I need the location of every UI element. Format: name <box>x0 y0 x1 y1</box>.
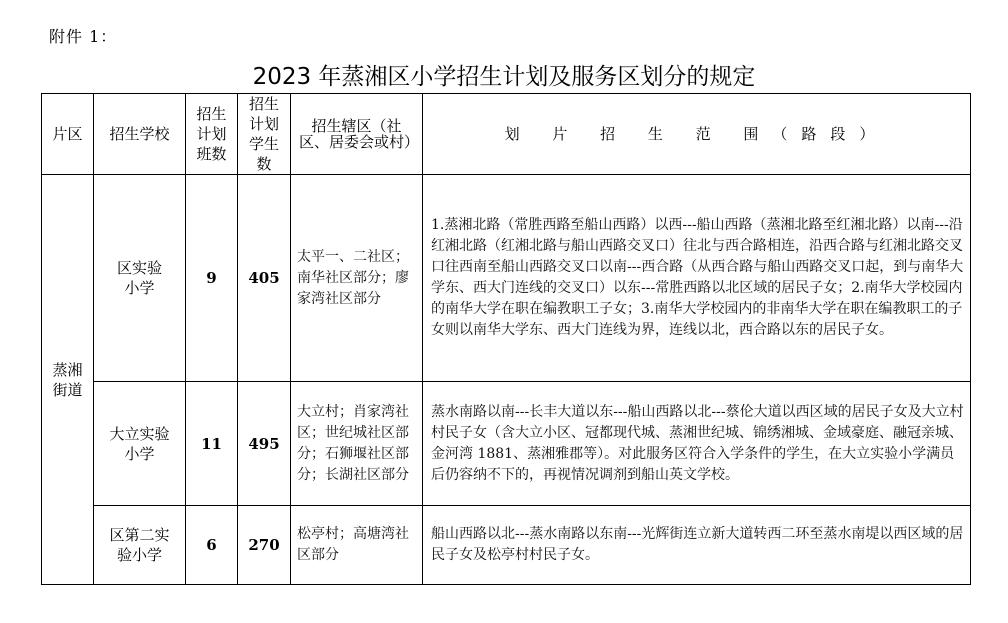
header-students-label: 招生计划学生数 <box>248 95 279 173</box>
document-title: 2023 年蒸湘区小学招生计划及服务区划分的规定 <box>252 64 756 90</box>
school-name: 区第二实验小学 <box>94 506 186 585</box>
header-area: 招生辖区（社区、居委会或村） <box>291 94 423 175</box>
table-header-row <box>42 94 971 175</box>
school-name: 大立实验小学 <box>94 382 186 506</box>
enrollment-plan-table <box>41 93 971 585</box>
range-cell: 蒸水南路以南---长丰大道以东---船山西路以北---蔡伦大道以西区域的居民子女及大立村村民子女（含大立小区、冠都现代城、蒸湘世纪城、锦绣湘城、金域豪庭、融冠亲城、金河湾 1881、蒸湘雅郡等）。对此服务区符合入学条件的学生，在大立实验小学满员后仍容纳不下的，再视情况调剂到船山英文学校。 <box>423 382 971 506</box>
header-classes-label: 招生计划班数 <box>196 105 227 163</box>
attachment-label: 附件 1： <box>49 27 118 46</box>
header-district: 片区 <box>42 94 94 175</box>
student-count: 495 <box>238 382 291 506</box>
header-range <box>423 94 971 175</box>
student-count: 405 <box>238 175 291 382</box>
class-count: 6 <box>186 506 238 585</box>
header-students <box>238 94 291 175</box>
range-cell: 船山西路以北---蒸水南路以东南---光辉街连立新大道转西二环至蒸水南堤以西区域的居民子女及松亭村村民子女。 <box>423 506 971 585</box>
table-row <box>42 506 971 585</box>
area-cell: 松亭村；高塘湾社区部分 <box>291 506 423 585</box>
table-row <box>42 382 971 506</box>
header-range-label: 划 片 招 生 范 围（路段） <box>504 125 889 143</box>
school-name: 区实验小学 <box>94 175 186 382</box>
area-cell: 大立村；肖家湾社区；世纪城社区部分；石狮堰社区部分；长湖社区部分 <box>291 382 423 506</box>
table-row <box>42 175 971 382</box>
range-cell: 1.蒸湘北路（常胜西路至船山西路）以西---船山西路（蒸湘北路至红湘北路）以南---沿红湘北路（红湘北路与船山西路交叉口）往北与西合路相连，沿西合路与红湘北路交叉口往西南至船山西路交叉口以南---西合路（从西合路与船山西路交叉口起，到与南华大学东、西大门连线的交叉口）以东---常胜西路以北区域的居民子女；2.南华大学校园内的南华大学在职在编教职工子女；3.南华大学校园内的非南华大学在职在编教职工的子女则以南华大学东、西大门连线为界，连线以北，西合路以东的居民子女。 <box>423 175 971 382</box>
class-count: 11 <box>186 382 238 506</box>
header-school: 招生学校 <box>94 94 186 175</box>
district-name: 蒸湘街道 <box>52 360 83 399</box>
class-count: 9 <box>186 175 238 382</box>
header-classes <box>186 94 238 175</box>
district-cell <box>42 175 94 585</box>
student-count: 270 <box>238 506 291 585</box>
area-cell: 太平一、二社区；南华社区部分；廖家湾社区部分 <box>291 175 423 382</box>
